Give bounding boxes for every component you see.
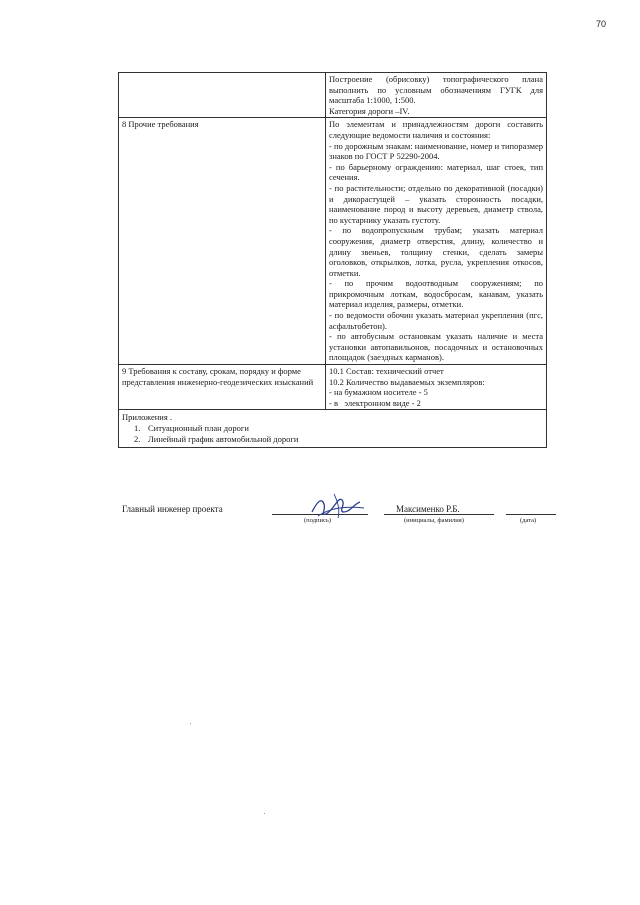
appendix-list — [122, 423, 543, 444]
row-top-right-cell — [326, 73, 547, 118]
list-item — [134, 423, 543, 434]
scan-speck — [264, 813, 265, 814]
list-item-number: 2. — [134, 433, 141, 444]
table-row — [119, 73, 547, 118]
appendix-title: Приложения . — [122, 412, 173, 423]
signer-position: Главный инженер проекта — [122, 504, 223, 514]
signature-caption: (подпись) — [304, 517, 331, 524]
paragraph: 10.1 Состав: технический отчет — [329, 366, 444, 377]
paragraph: - по автобусным остановкам указать наличие и места установки автопавильонов, посадочных и остановочных площадок (заездных карманов). — [329, 331, 543, 363]
table-row — [119, 118, 547, 365]
paragraph: - по водопропускным трубам; указать материал сооружения, диаметр отверстия, длину, количество и длину звеньев, толщину стенки, сделать замеры оголовков, открылков, лотка, русла, укрепления откосов, отметки. — [329, 225, 543, 278]
row-top-left-cell — [119, 73, 326, 118]
paragraph: Категория дороги –IV. — [329, 105, 410, 116]
row-8-left-cell: 8 Прочие требования — [119, 118, 326, 365]
date-line — [506, 514, 556, 515]
paragraph: По элементам и принадлежностям дороги составить следующие ведомости наличия и состояния: — [329, 119, 543, 140]
paragraph: - по дорожным знакам: наименование, номер и типоразмер знаков по ГОСТ Р 52290-2004. — [329, 140, 543, 162]
name-caption: (инициалы, фамилия) — [404, 517, 464, 524]
list-item — [134, 434, 543, 445]
table-row — [119, 365, 547, 410]
list-item-text: Ситуационный план дороги — [148, 423, 249, 433]
scan-speck — [190, 723, 191, 724]
row-8-right-cell — [326, 118, 547, 365]
paragraph: 10.2 Количество выдаваемых экземпляров: — [329, 376, 485, 387]
appendix-cell — [119, 410, 547, 448]
paragraph: - в электронном виде - 2 — [329, 397, 421, 408]
paragraph: - на бумажном носителе - 5 — [329, 387, 428, 398]
paragraph: - по ведомости обочин указать материал укрепления (пгс, асфальтобетон). — [329, 310, 543, 331]
page-number: 70 — [596, 19, 607, 29]
row-9-left-cell: 9 Требования к составу, срокам, порядку и форме представления инженерно-геодезических изысканий — [119, 365, 326, 410]
signature-block — [122, 500, 562, 540]
paragraph: - по растительности; отдельно по декоративной (посадки) и дикорастущей – указать сторонность посадки, наименование пород и высоту деревьев, диаметр ствола, по кустарнику указать густоту. — [329, 182, 543, 225]
handwritten-signature — [304, 490, 368, 522]
name-line — [384, 514, 494, 515]
list-item-number: 1. — [134, 423, 141, 433]
paragraph: - по прочим водоотводным сооружениям; по прикромочным лоткам, водосбросам, канавам, указать материал изделия, размеры, отметки. — [329, 278, 543, 310]
table-row — [119, 410, 547, 448]
paragraph: Построение (обрисовку) топографического плана выполнить по условным обозначениям ГУГК для масштаба 1:1000, 1:500. — [329, 74, 543, 106]
list-item-text: Линейный график автомобильной дороги — [148, 433, 299, 444]
row-9-right-cell — [326, 365, 547, 410]
date-caption: (дата) — [520, 517, 537, 524]
signer-name: Максименко Р.Б. — [396, 504, 460, 514]
paragraph: - по барьерному ограждению: материал, шаг стоек, тип сечения. — [329, 161, 543, 183]
requirements-table — [118, 72, 547, 448]
